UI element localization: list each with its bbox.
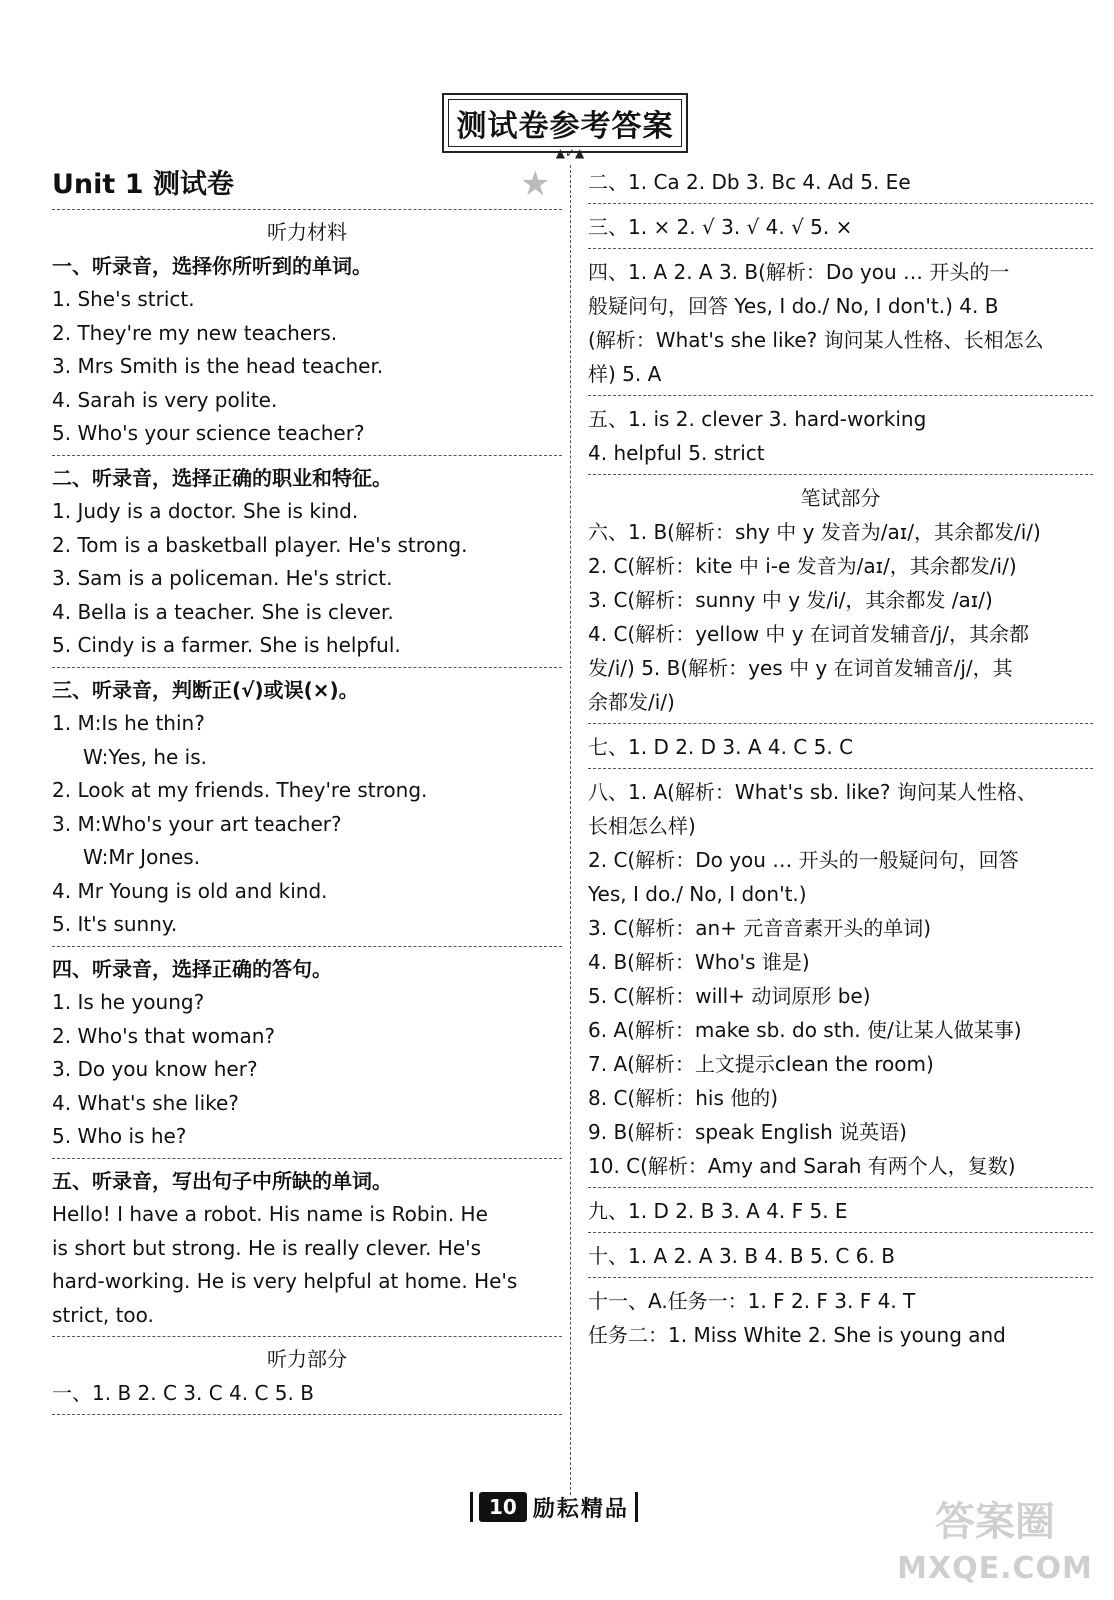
answer-3: 三、1. × 2. √ 3. √ 4. √ 5. × [588, 215, 853, 239]
written-part-title: 笔试部分 [800, 486, 881, 510]
answer-line: 任务二：1. Miss White 2. She is young and [588, 1323, 1006, 1347]
divider [588, 723, 1093, 724]
answer-2-block [588, 165, 1093, 199]
answer-line: 长相怎么样) [588, 814, 696, 838]
answer-10: 十、1. A 2. A 3. B 4. B 5. C 6. B [588, 1244, 895, 1268]
answer-line: 2. C(解析：Do you … 开头的一般疑问句，回答 [588, 848, 1019, 872]
divider [588, 395, 1093, 396]
list-item: 5. Who's your science teacher? [52, 421, 365, 445]
answer-10-block [588, 1239, 1093, 1273]
watermark [890, 1495, 1100, 1595]
list-item: 1. She's strict. [52, 287, 195, 311]
list-item: 4. Mr Young is old and kind. [52, 878, 328, 903]
answer-line: 余都发/i/) [588, 690, 675, 714]
answer-line: 四、1. A 2. A 3. B(解析：Do you … 开头的一 [588, 260, 1010, 284]
list-item: 3. Do you know her? [52, 1057, 258, 1081]
answer-line: 2. C(解析：kite 中 i-e 发音为/aɪ/，其余都发/i/) [588, 554, 1017, 578]
paragraph-line: Hello! I have a robot. His name is Robin. He [52, 1202, 488, 1226]
page-title-box [442, 93, 688, 153]
answer-line: 8. C(解析：his 他的) [588, 1086, 779, 1110]
list-item: 3. Mrs Smith is the head teacher. [52, 354, 384, 378]
divider [588, 1277, 1093, 1278]
answer-line: 9. B(解析：speak English 说英语) [588, 1120, 907, 1144]
list-item: 2. Tom is a basketball player. He's strong. [52, 532, 468, 557]
page-number: 10 [479, 1492, 527, 1522]
divider [588, 768, 1093, 769]
section-1 [52, 250, 562, 451]
section-heading: 二、听录音，选择正确的职业和特征。 [52, 465, 392, 490]
list-item: 4. Bella is a teacher. She is clever. [52, 599, 394, 624]
answer-line: 样) 5. A [588, 362, 662, 386]
divider [588, 1232, 1093, 1233]
page-title: 测试卷参考答案 [448, 99, 682, 147]
paragraph-line: hard-working. He is very helpful at home. He's [52, 1269, 518, 1293]
footer-bar [470, 1492, 473, 1522]
column-divider [570, 165, 571, 1495]
divider [52, 455, 562, 456]
answer-line: 6. A(解析：make sb. do sth. 使/让某人做某事) [588, 1018, 1022, 1042]
list-item: 1. Is he young? [52, 990, 205, 1014]
list-item: 2. Look at my friends. They're strong. [52, 778, 428, 802]
divider [52, 946, 562, 947]
right-column [588, 165, 1093, 1355]
list-item: 4. What's she like? [52, 1090, 239, 1115]
list-item: 3. M:Who's your art teacher? [52, 811, 342, 836]
watermark-url: MXQE.COM [897, 1551, 1093, 1586]
list-item: 2. They're my new teachers. [52, 320, 338, 345]
list-item: 1. M:Is he thin? [52, 711, 205, 735]
answer-line: 3. C(解析：sunny 中 y 发/i/，其余都发 /aɪ/) [588, 588, 993, 612]
divider [588, 1187, 1093, 1188]
answer-line: 10. C(解析：Amy and Sarah 有两个人，复数) [588, 1154, 1016, 1178]
list-item: 5. Cindy is a farmer. She is helpful. [52, 633, 401, 657]
watermark-logo: 答案圈 [935, 1499, 1055, 1545]
divider [52, 1336, 562, 1337]
answer-4-block [588, 255, 1093, 391]
list-item: W:Yes, he is. [83, 744, 208, 769]
answer-6-block [588, 515, 1093, 719]
answer-5-block [588, 402, 1093, 470]
divider [52, 667, 562, 668]
listening-part-title: 听力部分 [267, 1347, 347, 1371]
list-item: 1. Judy is a doctor. She is kind. [52, 499, 359, 523]
answer-line: 发/i/) 5. B(解析：yes 中 y 在词首发辅音/j/，其 [588, 656, 1013, 680]
brand-label: 励耘精品 [532, 1496, 629, 1522]
answer-line: 4. helpful 5. strict [588, 441, 765, 465]
answer-line: 4. C(解析：yellow 中 y 在词首发辅音/j/，其余都 [588, 622, 1029, 646]
unit-title [52, 165, 562, 205]
section-2 [52, 462, 562, 663]
answer-9-block [588, 1194, 1093, 1228]
list-item: 2. Who's that woman? [52, 1023, 275, 1048]
divider [588, 474, 1093, 475]
answer-line: 十一、A.任务一：1. F 2. F 3. F 4. T [588, 1289, 916, 1313]
left-column [52, 165, 562, 1421]
answer-9: 九、1. D 2. B 3. A 4. F 5. E [588, 1199, 848, 1223]
answer-3-block [588, 210, 1093, 244]
answer-line: 五、1. is 2. clever 3. hard-working [588, 407, 927, 431]
divider [588, 248, 1093, 249]
section-heading: 四、听录音，选择正确的答句。 [52, 956, 332, 981]
answer-2: 二、1. Ca 2. Db 3. Bc 4. Ad 5. Ee [588, 170, 911, 194]
paragraph-line: strict, too. [52, 1302, 154, 1327]
answer-line: (解析：What's she like? 询问某人性格、长相怎么 [588, 328, 1044, 352]
divider [52, 209, 562, 210]
answer-line: 般疑问句，回答 Yes, I do./ No, I don't.) 4. B [588, 294, 999, 318]
section-heading: 三、听录音，判断正(√)或误(×)。 [52, 677, 359, 702]
divider [52, 1158, 562, 1159]
answer-line: 八、1. A(解析：What's sb. like? 询问某人性格、 [588, 780, 1037, 804]
answer-8-block [588, 775, 1093, 1183]
footer-bar [635, 1492, 638, 1522]
list-item: 5. It's sunny. [52, 912, 178, 936]
divider [52, 1414, 562, 1415]
section-3 [52, 674, 562, 942]
paragraph-line: is short but strong. He is really clever. He's [52, 1235, 482, 1260]
section-4 [52, 953, 562, 1154]
section-heading: 五、听录音，写出句子中所缺的单词。 [52, 1168, 392, 1193]
divider [588, 203, 1093, 204]
section-heading: 一、听录音，选择你所听到的单词。 [52, 253, 372, 278]
answer-7: 七、1. D 2. D 3. A 4. C 5. C [588, 735, 854, 759]
answer-line: 六、1. B(解析：shy 中 y 发音为/aɪ/，其余都发/i/) [588, 520, 1041, 544]
answer-line: Yes, I do./ No, I don't.) [588, 882, 807, 906]
list-item: 4. Sarah is very polite. [52, 387, 278, 412]
unit-title-text: Unit 1 测试卷 [52, 169, 234, 200]
answer-line: 5. C(解析：will+ 动词原形 be) [588, 984, 871, 1008]
section-5 [52, 1165, 562, 1333]
answer-11-block [588, 1284, 1093, 1352]
answer-line: 7. A(解析：上文提示clean the room) [588, 1052, 934, 1076]
answer-line: 3. C(解析：an+ 元音音素开头的单词) [588, 916, 932, 940]
answer-line: 4. B(解析：Who's 谁是) [588, 950, 810, 974]
answer-1: 一、1. B 2. C 3. C 4. C 5. B [52, 1380, 314, 1405]
list-item: 3. Sam is a policeman. He's strict. [52, 566, 393, 590]
star-icon: ★ [520, 164, 551, 204]
title-decoration-icon: ▲✓▲ [555, 146, 585, 160]
answer-7-block [588, 730, 1093, 764]
list-item: 5. Who is he? [52, 1124, 187, 1148]
listening-material-title: 听力材料 [267, 220, 347, 244]
list-item: W:Mr Jones. [83, 845, 201, 869]
page-footer [470, 1490, 655, 1524]
